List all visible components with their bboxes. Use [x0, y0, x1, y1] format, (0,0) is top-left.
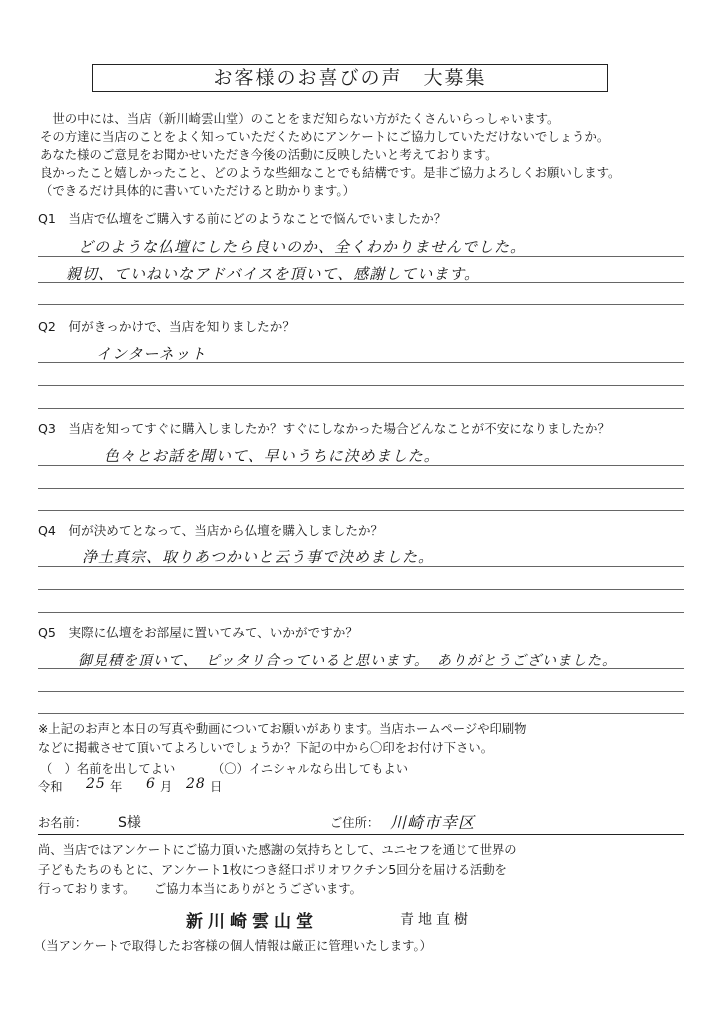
answer-2-line-1: インターネット — [96, 345, 207, 363]
unicef-line: 子どもたちのもとに、アンケート1枚につき経口ポリオワクチン5回分を届ける活動を — [38, 862, 507, 877]
answer-line — [38, 691, 684, 692]
permission-line: などに掲載させて頂いてよろしいでしょうか？下記の中から〇印をお付け下さい。 — [38, 741, 493, 755]
store-name: 新川崎雲山堂 — [186, 912, 318, 932]
option-initial: （〇）イニシャルなら出してもよい — [212, 762, 409, 776]
permission-line: ※上記のお声と本日の写真や動画についてお願いがあります。当店ホームページや印刷物 — [38, 722, 527, 736]
answer-line — [38, 256, 684, 257]
answer-line — [38, 304, 684, 305]
answer-line — [38, 713, 684, 714]
date-day-unit: 日 — [210, 780, 223, 794]
date-month: 6 — [146, 776, 156, 792]
page-title: お客様のお喜びの声 大募集 — [92, 64, 608, 92]
option-name: （ ）名前を出してよい — [40, 762, 176, 776]
answer-line — [38, 465, 684, 466]
answer-3-line-1: 色々とお話を聞いて、早いうちに決めました。 — [104, 447, 440, 465]
name-address-underline — [38, 834, 684, 835]
name-label: お名前： — [38, 816, 88, 830]
intro-line: その方達に当店のことをよく知っていただくためにアンケートにご協力していただけないでしょうか。 — [40, 129, 610, 144]
permission-text — [38, 720, 526, 758]
date-month-unit: 月 — [160, 780, 173, 794]
question-2: Q2 何がきっかけで、当店を知りましたか？ — [38, 319, 295, 334]
address-value: 川崎市幸区 — [390, 813, 476, 832]
intro-line: （できるだけ具体的に書いていただけると助かります。） — [40, 183, 355, 198]
answer-line — [38, 668, 684, 669]
answer-line — [38, 408, 684, 409]
intro-text — [40, 110, 620, 200]
question-5: Q5 実際に仏壇をお部屋に置いてみて、いかがですか？ — [38, 625, 358, 640]
privacy-footer: （当アンケートで取得したお客様の個人情報は厳正に管理いたします。） — [34, 939, 432, 953]
answer-line — [38, 362, 684, 363]
unicef-text — [38, 841, 517, 900]
answer-line — [38, 566, 684, 567]
representative-name: 青地直樹 — [400, 912, 472, 928]
answer-line — [38, 589, 684, 590]
date-day: 28 — [186, 776, 206, 792]
date-year: 25 — [86, 776, 106, 792]
date-year-unit: 年 — [110, 780, 123, 794]
intro-line: 世の中には、当店（新川崎雲山堂）のことをまだ知らない方がたくさんいらっしゃいます。 — [40, 111, 560, 126]
name-value: S様 — [118, 815, 141, 831]
unicef-line: 尚、当店ではアンケートにご協力頂いた感謝の気持ちとして、ユニセフを通じて世界の — [38, 843, 517, 857]
answer-line — [38, 612, 684, 613]
answer-1-line-1: どのような仏壇にしたら良いのか、全くわかりませんでした。 — [78, 238, 527, 256]
intro-line: 良かったこと嬉しかったこと、どのような些細なことでも結構です。是非ご協力よろしくお願いします。 — [40, 165, 621, 180]
answer-line — [38, 282, 684, 283]
unicef-line: 行っております。 ご協力本当にありがとうございます。 — [38, 882, 362, 896]
answer-5-line-1: 御見積を頂いて、 ピッタリ合っていると思います。 ありがとうございました。 — [78, 653, 618, 669]
answer-1-line-2: 親切、ていねいなアドバイスを頂いて、感謝しています。 — [66, 265, 481, 283]
date-era: 令和 — [38, 780, 63, 794]
address-label: ご住所： — [330, 816, 380, 830]
question-1: Q1 当店で仏壇をご購入する前にどのようなことで悩んでいましたか？ — [38, 211, 447, 226]
answer-line — [38, 385, 684, 386]
question-4: Q4 何が決めてとなって、当店から仏壇を購入しましたか？ — [38, 523, 384, 538]
answer-line — [38, 488, 684, 489]
question-3: Q3 当店を知ってすぐに購入しましたか？すぐにしなかった場合どんなことが不安になりましたか？ — [38, 421, 611, 436]
intro-line: あなた様のご意見をお聞かせいただき今後の活動に反映したいと考えております。 — [40, 147, 498, 162]
answer-line — [38, 510, 684, 511]
answer-4-line-1: 浄土真宗、取りあつかいと云う事で決めました。 — [82, 548, 435, 566]
